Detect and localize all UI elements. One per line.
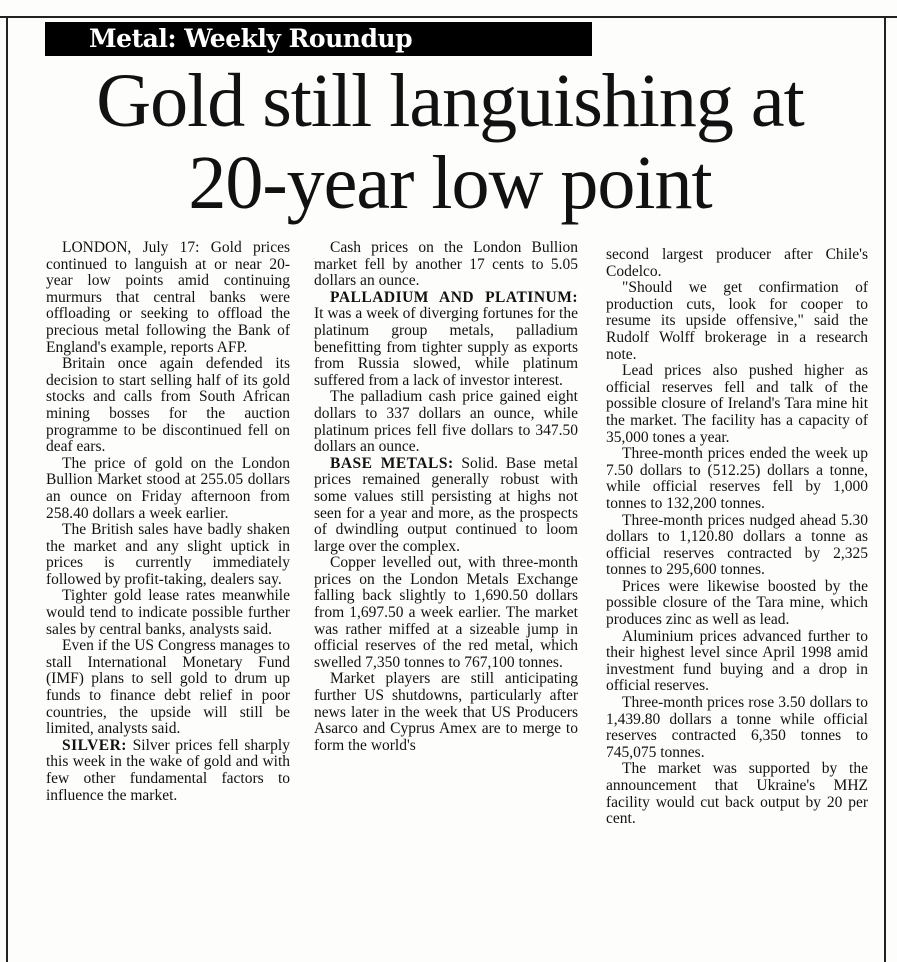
article-paragraph [46, 456, 290, 522]
paragraph-text: Even if the US Congress manages to stall International Monetary Fund (IMF) plans to sell gold to drum up funds to finance debt relief in poor countries, the upside will still be limited, analysts said. [46, 637, 290, 738]
article-paragraph [606, 579, 868, 629]
paragraph-text: Britain once again defended its decision to start selling half of its gold stocks and calls from South African mining bosses for the auction programme to be discontinued fell on deaf ears. [46, 355, 290, 456]
article-paragraph [314, 240, 578, 290]
paragraph-text: second largest producer after Chile's Codelco. [606, 246, 868, 280]
section-kicker: Metal: Weekly Roundup [45, 22, 592, 56]
top-rule [0, 16, 897, 18]
subhead-lead: BASE METALS: [330, 454, 454, 472]
article-paragraph [314, 456, 578, 556]
article-paragraph [46, 738, 290, 804]
paragraph-text: Lead prices also pushed higher as official reserves fell and talk of the possible closure of Ireland's Tara mine hit the market. The facility has a capacity of 35,000 tones a year. [606, 362, 868, 446]
paragraph-text: Aluminium prices advanced further to their highest level since April 1998 amid investment fund buying and a drop in official reserves. [606, 627, 868, 695]
article-paragraph [606, 695, 868, 761]
article-column-1 [46, 240, 290, 804]
headline-line-1: Gold still languishing at [96, 59, 804, 143]
paragraph-text: Tighter gold lease rates meanwhile would tend to indicate possible further sales by central banks, analysts said. [46, 587, 290, 638]
paragraph-text: Three-month prices ended the week up 7.50 dollars to (512.25) dollars a tonne, while official reserves fell by 1,000 tonnes to 132,200 tonnes. [606, 445, 868, 512]
headline-line-2: 20-year low point [188, 141, 712, 225]
paragraph-text: The palladium cash price gained eight dollars to 337 dollars an ounce, while platinum prices fell five dollars to 347.50 dollars an ounce. [314, 388, 578, 456]
article-paragraph [314, 290, 578, 390]
paragraph-text: Market players are still anticipating further US shutdowns, particularly after news later in the week that US Producers Asarco and Cyprus Amex are to merge to form the world's [314, 670, 578, 754]
article-paragraph [606, 629, 868, 695]
article-paragraph [606, 247, 868, 280]
subhead-lead: SILVER: [62, 736, 127, 754]
article-column-2 [314, 240, 578, 754]
paragraph-text: Copper levelled out, with three-month prices on the London Metals Exchange falling back slightly to 1,690.50 dollars from 1,697.50 a week earlier. The market was rather miffed at a sizeable jump in official reserves of the red metal, which swelled 7,350 tonnes to 767,100 tonnes. [314, 554, 578, 671]
article-paragraph [46, 356, 290, 456]
paragraph-text: Prices were likewise boosted by the possible closure of the Tara mine, which produces zinc as well as lead. [606, 577, 868, 629]
article-paragraph [314, 671, 578, 754]
article-paragraph [314, 389, 578, 455]
paragraph-text: The market was supported by the announcement that Ukraine's MHZ facility would cut back output by 20 per cent. [606, 760, 868, 828]
left-rule [6, 16, 8, 962]
paragraph-text: Cash prices on the London Bullion market fell by another 17 cents to 5.05 dollars an ounce. [314, 239, 578, 290]
paragraph-text: Solid. Base metal prices remained generally robust with some values still persisting at highs not seen for a year and more, as the prospects of dwindling output continued to loom large over the complex. [314, 454, 578, 555]
article-paragraph [46, 638, 290, 738]
headline [20, 60, 880, 224]
right-rule [884, 16, 886, 962]
subhead-lead: PALLADIUM AND PLATINUM: [330, 288, 578, 306]
paragraph-text: It was a week of diverging fortunes for the platinum group metals, palladium benefitting from tighter supply as exports from Russia slowed, while platinum suffered from a lack of investor interest. [314, 305, 578, 389]
article-column-3 [606, 247, 868, 828]
paragraph-text: LONDON, July 17: Gold prices continued to languish at or near 20-year low points amid continuing murmurs that central banks were offloading or seeking to offload the precious metal following the Bank of England's example, reports AFP. [46, 239, 290, 356]
paragraph-text: Silver prices fell sharply this week in the wake of gold and with few other fundamental factors to influence the market. [46, 736, 290, 804]
article-paragraph [46, 240, 290, 356]
article-paragraph [606, 761, 868, 827]
paragraph-text: "Should we get confirmation of production cuts, look for cooper to resume its upside offensive," said the Rudolf Wolff brokerage in a research note. [606, 279, 868, 363]
article-paragraph [606, 446, 868, 512]
article-paragraph [46, 588, 290, 638]
article-paragraph [606, 280, 868, 363]
article-paragraph [606, 513, 868, 579]
article-paragraph [606, 363, 868, 446]
article-paragraph [314, 555, 578, 671]
paragraph-text: The price of gold on the London Bullion Market stood at 255.05 dollars an ounce on Friday afternoon from 258.40 dollars a week earlier. [46, 454, 290, 522]
paragraph-text: Three-month prices rose 3.50 dollars to 1,439.80 dollars a tonne while official reserves contracted 6,350 tonnes to 745,075 tonnes. [606, 694, 868, 761]
article-paragraph [46, 522, 290, 588]
paragraph-text: The British sales have badly shaken the market and any slight uptick in prices is currently immediately followed by profit-taking, dealers say. [46, 521, 290, 588]
paragraph-text: Three-month prices nudged ahead 5.30 dollars to 1,120.80 dollars a tonne as official reserves contracted by 2,325 tonnes to 295,600 tonnes. [606, 511, 868, 579]
